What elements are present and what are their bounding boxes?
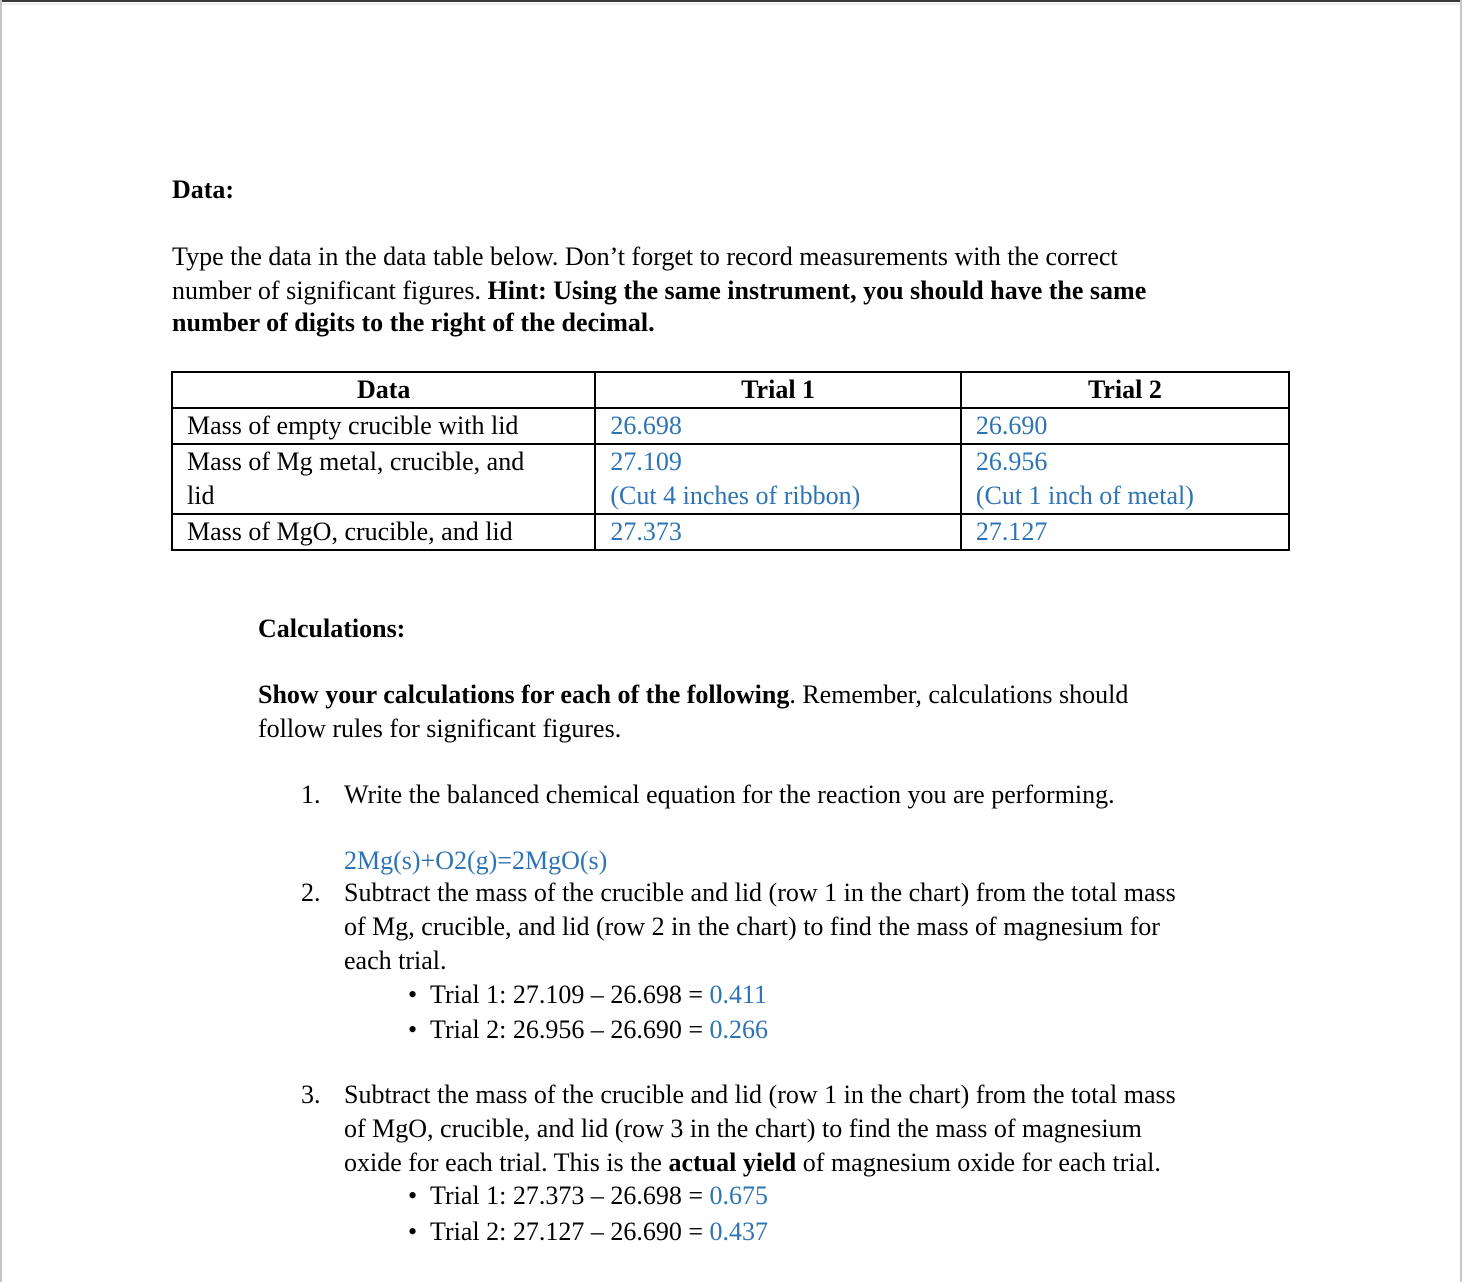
data-heading: Data:: [172, 175, 235, 204]
question-2-line-1: Subtract the mass of the crucible and lid (row 1 in the chart) from the total mass: [344, 878, 1176, 907]
trial-2-value[interactable]: 27.127: [961, 514, 1289, 550]
question-3-bullet-2: [408, 1215, 768, 1249]
trial-1-value[interactable]: 27.373: [595, 514, 960, 550]
hint-text: Hint: Using the same instrument, you should have the same: [487, 276, 1147, 305]
intro-line-1: Type the data in the data table below. Don’t forget to record measurements with the correct: [172, 242, 1118, 271]
question-3-line-2: of MgO, crucible, and lid (row 3 in the chart) to find the mass of magnesium: [344, 1114, 1142, 1143]
row-label-line-1: Mass of Mg metal, crucible, and: [187, 447, 525, 476]
bullet-text: Trial 1: 27.109 – 26.698 =: [430, 980, 710, 1009]
instructions-line-1: [258, 678, 1128, 712]
header-trial-2: Trial 2: [961, 372, 1289, 408]
window-top-highlight: [2, 3, 1460, 5]
bullet-icon: •: [408, 1181, 418, 1210]
table-row: [172, 514, 1289, 550]
question-3-line-3-pre: oxide for each trial. This is the: [344, 1148, 669, 1177]
row-label[interactable]: [172, 444, 595, 514]
header-data: Data: [172, 372, 595, 408]
bullet-icon: •: [408, 980, 418, 1009]
bullet-result[interactable]: 0.266: [709, 1015, 768, 1044]
instructions-bold: Show your calculations for each of the following: [258, 680, 790, 709]
data-table: [171, 371, 1290, 551]
question-1-text: Write the balanced chemical equation for the reaction you are performing.: [344, 780, 1115, 809]
question-3-line-3-post: of magnesium oxide for each trial.: [796, 1148, 1161, 1177]
intro-line-3: number of digits to the right of the decimal.: [172, 308, 655, 337]
instructions-line-2: follow rules for significant figures.: [258, 714, 622, 743]
window-left-border: [0, 0, 2, 1282]
bullet-text: Trial 2: 27.127 – 26.690 =: [430, 1217, 710, 1246]
trial-2-value[interactable]: [961, 444, 1289, 514]
question-3-bullet-1: [408, 1179, 768, 1213]
question-1-number: 1.: [301, 780, 321, 809]
trial-2-note: (Cut 1 inch of metal): [975, 481, 1194, 510]
bullet-result[interactable]: 0.437: [709, 1217, 768, 1246]
calculations-heading: Calculations:: [258, 614, 406, 643]
header-trial-1: Trial 1: [595, 372, 960, 408]
instructions-normal: . Remember, calculations should: [789, 680, 1129, 709]
intro-line-2-normal: number of significant figures.: [172, 276, 488, 305]
question-2-line-2: of Mg, crucible, and lid (row 2 in the chart) to find the mass of magnesium for: [344, 912, 1160, 941]
bullet-result[interactable]: 0.411: [709, 980, 768, 1009]
trial-1-note: (Cut 4 inches of ribbon): [610, 481, 861, 510]
table-header-row: [172, 372, 1289, 408]
bullet-text: Trial 2: 26.956 – 26.690 =: [430, 1015, 710, 1044]
bullet-text: Trial 1: 27.373 – 26.698 =: [430, 1181, 710, 1210]
question-3-line-3: [344, 1146, 1161, 1180]
trial-1-value[interactable]: [595, 444, 960, 514]
table-row: [172, 408, 1289, 444]
bullet-icon: •: [408, 1015, 418, 1044]
trial-2-mass: 26.956: [975, 447, 1048, 476]
question-3-line-1: Subtract the mass of the crucible and lid (row 1 in the chart) from the total mass: [344, 1080, 1176, 1109]
trial-2-value[interactable]: 26.690: [961, 408, 1289, 444]
table-row: [172, 444, 1289, 514]
question-2-line-3: each trial.: [344, 946, 447, 975]
window-top-border: [0, 0, 1462, 2]
row-label[interactable]: Mass of empty crucible with lid: [172, 408, 595, 444]
bullet-icon: •: [408, 1217, 418, 1246]
trial-1-value[interactable]: 26.698: [595, 408, 960, 444]
intro-line-2: [172, 274, 1146, 308]
bullet-result[interactable]: 0.675: [709, 1181, 768, 1210]
row-label-line-2: lid: [187, 481, 215, 510]
row-label[interactable]: Mass of MgO, crucible, and lid: [172, 514, 595, 550]
question-2-bullet-2: [408, 1013, 768, 1047]
trial-1-mass: 27.109: [610, 447, 682, 476]
question-2-bullet-1: [408, 978, 767, 1012]
question-3-number: 3.: [301, 1080, 321, 1109]
question-1-answer[interactable]: 2Mg(s)+O2(g)=2MgO(s): [344, 846, 608, 875]
question-2-number: 2.: [301, 878, 321, 907]
actual-yield-term: actual yield: [668, 1148, 797, 1177]
